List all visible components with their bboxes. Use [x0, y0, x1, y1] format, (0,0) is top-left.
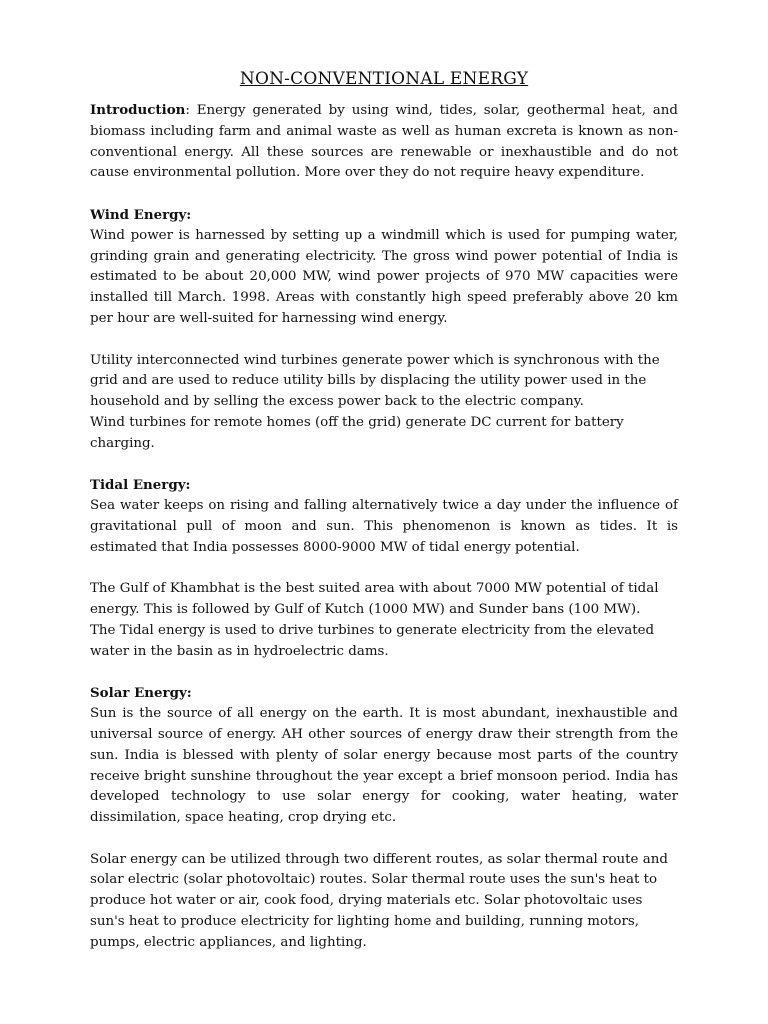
tidal-paragraph-1: Sea water keeps on rising and falling alternatively twice a day under the influence of gravitational pull of moon and sun. This phenomenon is known as tides. It is estimated that India possesses 8000-9000 MW of tidal energy potential.	[90, 498, 678, 555]
solar-paragraph-1: Sun is the source of all energy on the earth. It is most abundant, inexhaustible and universal source of energy. AH other sources of energy draw their strength from the sun. India is blessed with plenty of solar energy because most parts of the country receive bright sunshine throughout the year except a brief monsoon period. India has developed technology to use solar energy for cooking, water heating, water dissimilation, space heating, crop drying etc.	[90, 706, 678, 826]
wind-paragraph-3: Wind turbines for remote homes (off the grid) generate DC current for battery charging.	[90, 414, 624, 451]
spacer	[90, 455, 678, 476]
spacer	[90, 829, 678, 850]
tidal-paragraph-3: The Tidal energy is used to drive turbines to generate electricity from the elevated water in the basin as in hydroelectric dams.	[90, 622, 655, 659]
wind-heading: Wind Energy:	[90, 206, 192, 223]
spacer	[90, 663, 678, 684]
intro-text: : Energy generated by using wind, tides, solar, geothermal heat, and biomass including farm and animal waste as well as human excreta is known as non-conventional energy. All these sources are renewable or inexhaustible and do not cause environmental pollution. More over they do not require heavy expenditure.	[90, 103, 678, 181]
intro-label: Introduction	[90, 102, 186, 118]
spacer	[90, 184, 678, 205]
spacer	[90, 330, 678, 351]
solar-paragraph-2: Solar energy can be utilized through two different routes, as solar thermal route and solar electric (solar photovoltaic) routes. Solar thermal route uses the sun's heat to produce hot water or air, cook food, drying materials etc. Solar photovoltaic uses sun's heat to produce electricity for lighting home and building, running motors, pumps, electric appliances, and lighting.	[90, 851, 668, 950]
wind-paragraph-1: Wind power is harnessed by setting up a windmill which is used for pumping water, grinding grain and generating electricity. The gross wind power potential of India is estimated to be about 20,000 MW, wind power projects of 970 MW capacities were installed till March. 1998. Areas with constantly high speed preferably above 20 km per hour are well-suited for harnessing wind energy.	[90, 227, 678, 326]
solar-heading: Solar Energy:	[90, 685, 192, 702]
tidal-heading: Tidal Energy:	[90, 477, 191, 494]
tidal-paragraph-2: The Gulf of Khambhat is the best suited area with about 7000 MW potential of tidal energy. This is followed by Gulf of Kutch (1000 MW) and Sunder bans (100 MW).	[90, 581, 659, 618]
wind-paragraph-2: Utility interconnected wind turbines generate power which is synchronous with the grid and are used to reduce utility bills by displacing the utility power used in the household and by selling the excess power back to the electric company.	[90, 352, 660, 410]
document-title: NON-CONVENTIONAL ENERGY	[239, 69, 529, 89]
document-page	[90, 66, 678, 954]
intro-paragraph	[90, 100, 678, 184]
spacer	[90, 559, 678, 580]
